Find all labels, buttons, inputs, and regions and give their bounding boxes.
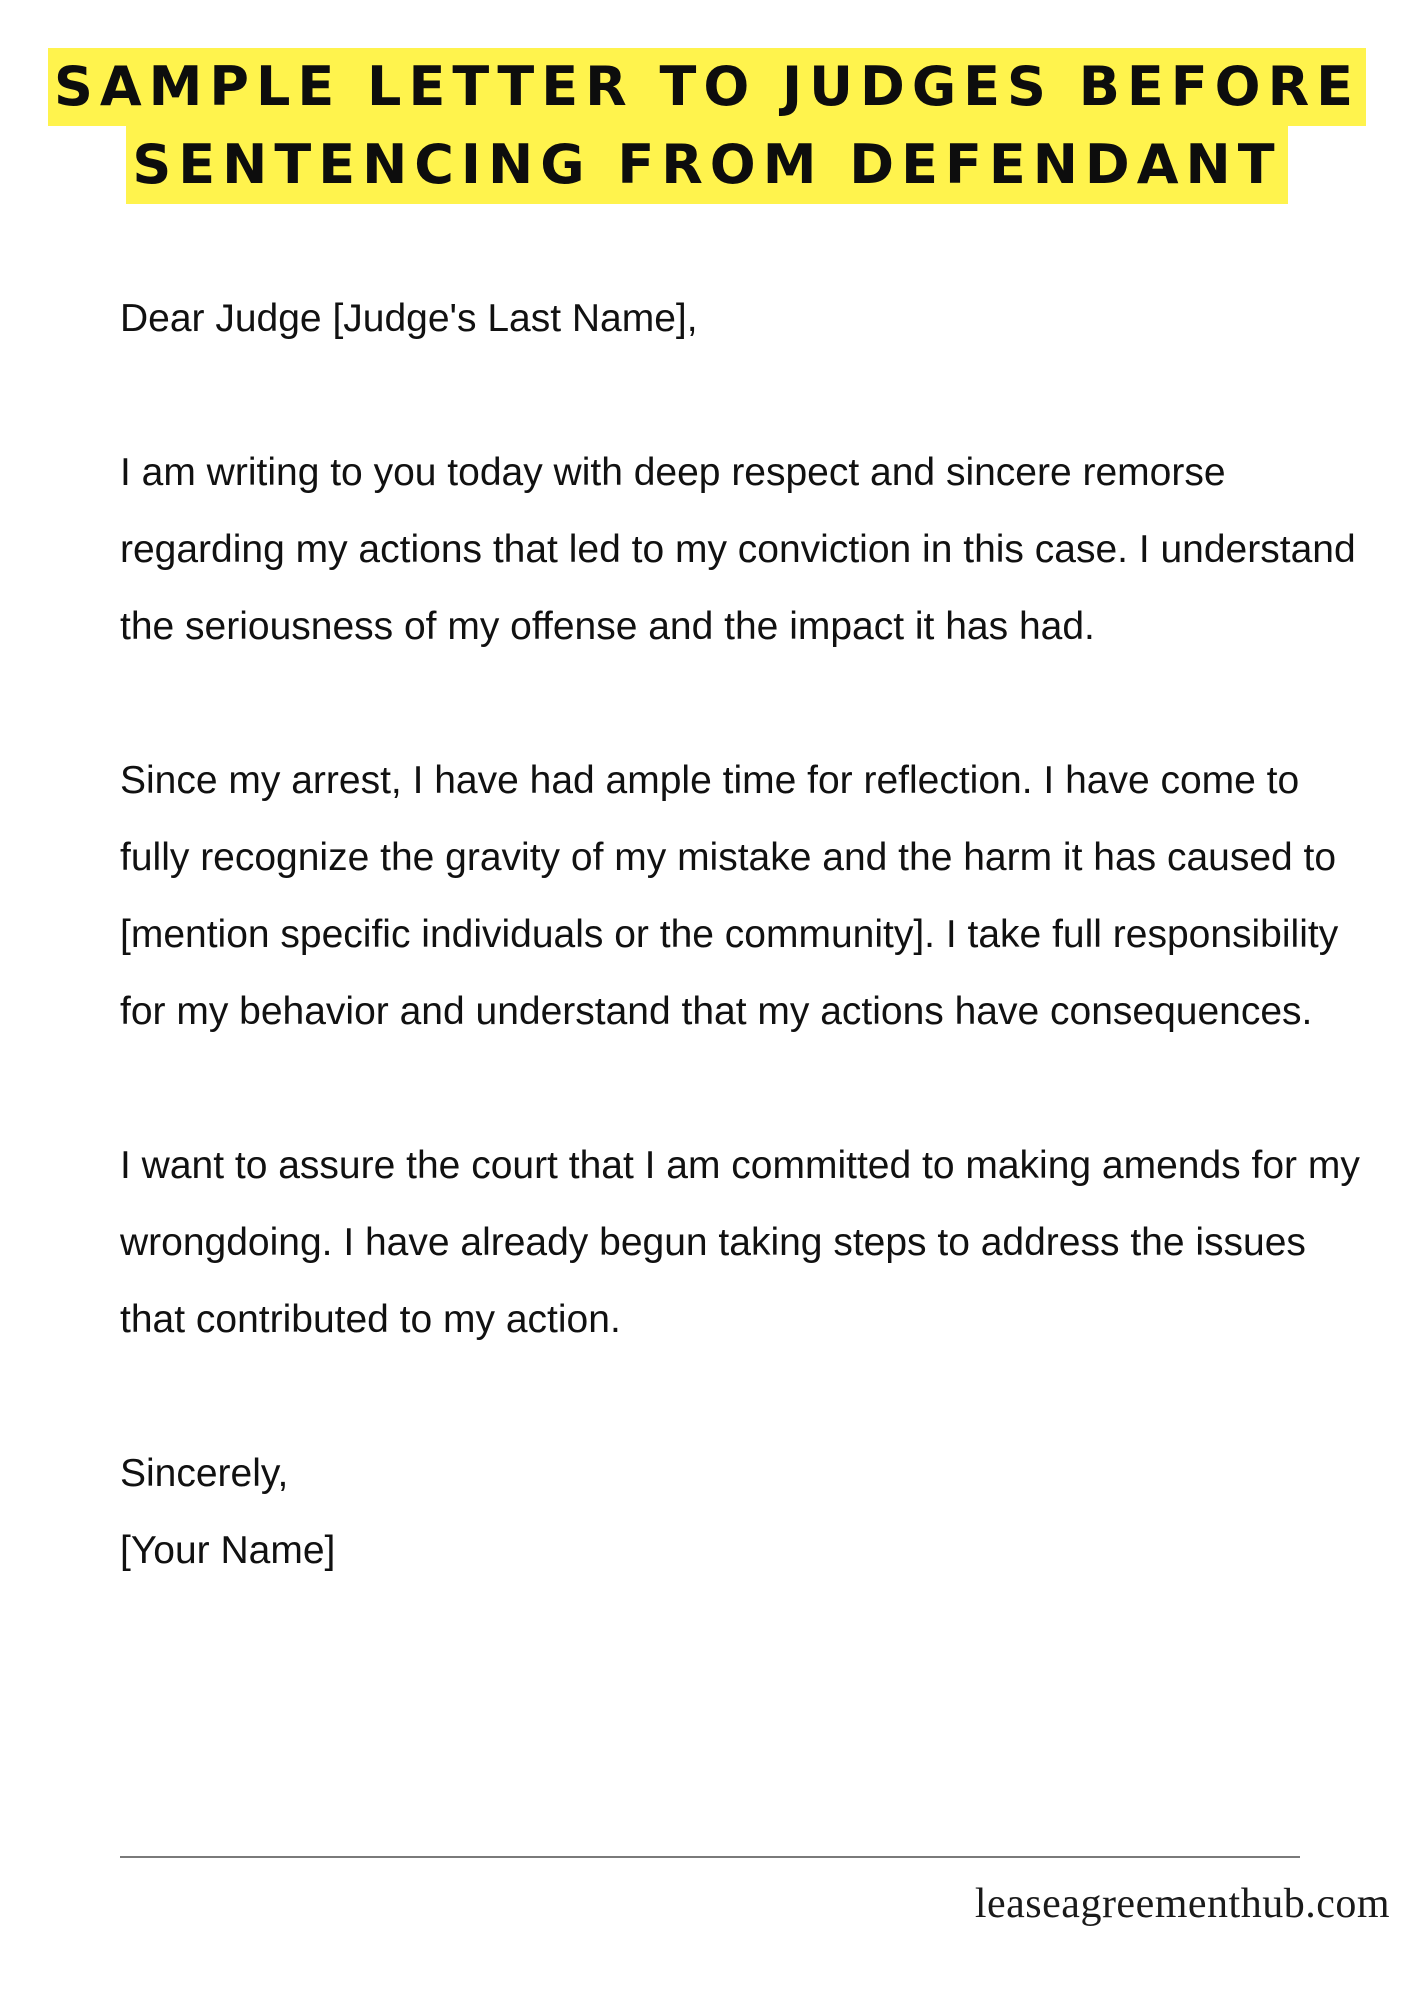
title-line-1: SAMPLE LETTER TO JUDGES BEFORE [48, 48, 1366, 126]
paragraph-2: Since my arrest, I have had ample time for reflection. I have come to fully recognize the gravity of my mistake and the harm it has caused to [mention specific individuals or the community]. I take full responsibility for my behavior and understand that my actions have consequences. [120, 759, 1339, 1033]
salutation: Dear Judge [Judge's Last Name], [120, 297, 698, 340]
letter-body [120, 280, 1360, 1589]
title-line-2: SENTENCING FROM DEFENDANT [126, 126, 1287, 204]
signature: [Your Name] [120, 1529, 336, 1572]
website-credit: leaseagreementhub.com [974, 1881, 1390, 1927]
page-title [0, 48, 1414, 204]
paragraph-3: I want to assure the court that I am committed to making amends for my wrongdoing. I have already begun taking steps to address the issues that contributed to my action. [120, 1144, 1360, 1341]
footer-divider [120, 1856, 1300, 1858]
closing: Sincerely, [120, 1452, 289, 1495]
paragraph-1: I am writing to you today with deep respect and sincere remorse regarding my actions that led to my conviction in this case. I understand the seriousness of my offense and the impact it has had. [120, 451, 1356, 648]
